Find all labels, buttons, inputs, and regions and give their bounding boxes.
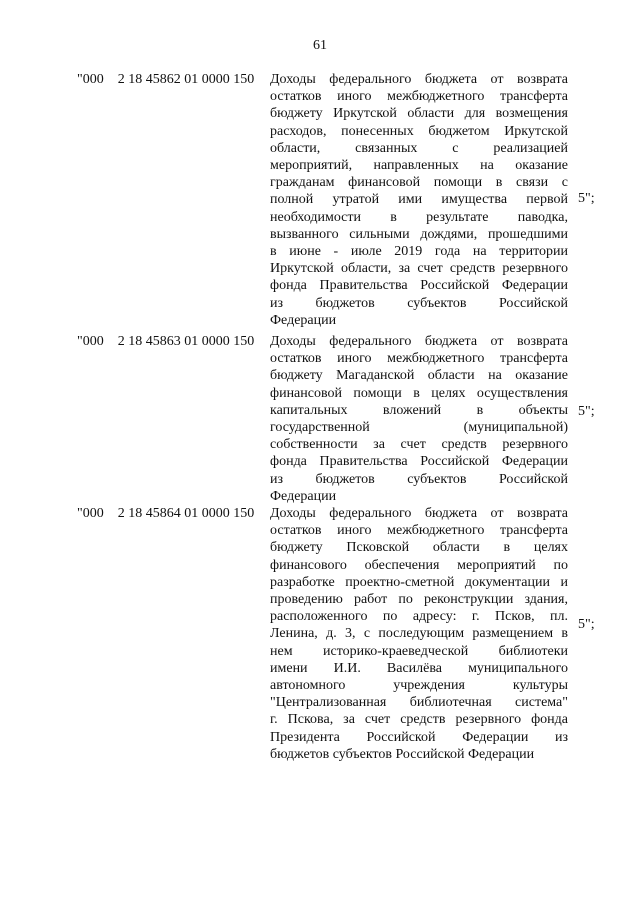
page-number: 61 [313, 38, 327, 53]
budget-code: 2 18 45862 01 0000 150 [117, 72, 255, 87]
row-prefix: "000 [77, 506, 104, 521]
description-line: фонда Правительства Российской Федерации [270, 454, 568, 470]
description-line: Федерации [270, 488, 337, 504]
description-line: проведению работ по реконструкции здания, [270, 592, 568, 608]
description-line: автономного учреждения культуры [270, 678, 568, 694]
description-line: вызванного сильными дождями, прошедшими [270, 226, 568, 242]
row-description [270, 505, 568, 763]
description-line: мероприятий, направленных на оказание [270, 158, 568, 174]
description-line: собственности за счет средств резервного [270, 437, 568, 453]
description-line: Доходы федерального бюджета от возврата [270, 72, 568, 87]
description-line: Президента Российской Федерации из [270, 729, 568, 745]
description-line: капитальных вложений в объекты [270, 402, 568, 418]
description-line: в июне - июле 2019 года на территории [270, 244, 568, 260]
description-line: полной утратой ими имущества первой [270, 192, 568, 208]
description-line: из бюджетов субъектов Российской [270, 295, 568, 311]
row-description [270, 71, 568, 329]
row-code [77, 505, 254, 523]
row-prefix: "000 [77, 72, 104, 87]
description-line: разработке проектно-сметной документации и [270, 574, 568, 590]
row-code [77, 333, 254, 351]
description-line: имени И.И. Василёва муниципального [270, 660, 568, 676]
budget-code: 2 18 45864 01 0000 150 [117, 506, 255, 521]
description-line: остатков иного межбюджетного трансферта [270, 351, 568, 367]
description-line: остатков иного межбюджетного трансферта [270, 523, 568, 539]
budget-code: 2 18 45863 01 0000 150 [117, 334, 255, 349]
row-value: 5"; [578, 617, 595, 632]
description-line: из бюджетов субъектов Российской [270, 471, 568, 487]
row-value: 5"; [578, 191, 595, 206]
description-line: бюджету Псковской области в целях [270, 540, 568, 556]
description-line: Иркутской области, за счет средств резервного [270, 261, 568, 277]
row-code [77, 71, 254, 89]
description-line: гражданам финансовой помощи в связи с [270, 175, 568, 191]
description-line: г. Пскова, за счет средств резервного фонда [270, 712, 568, 728]
description-line: Ленина, д. 3, с последующим размещением в [270, 626, 568, 642]
description-line: финансовой помощи в целях осуществления [270, 385, 568, 401]
row-value: 5"; [578, 404, 595, 419]
description-line: области, связанных с реализацией [270, 140, 568, 156]
row-prefix: "000 [77, 334, 104, 349]
description-line: остатков иного межбюджетного трансферта [270, 89, 568, 105]
description-line: бюджету Иркутской области для возмещения [270, 106, 568, 122]
description-line: "Централизованная библиотечная система" [270, 695, 568, 711]
description-line: Доходы федерального бюджета от возврата [270, 506, 568, 521]
description-line: нем историко-краеведческой библиотеки [270, 643, 568, 659]
description-line: бюджету Магаданской области на оказание [270, 368, 568, 384]
description-line: Федерации [270, 312, 337, 328]
description-line: фонда Правительства Российской Федерации [270, 278, 568, 294]
description-line: Доходы федерального бюджета от возврата [270, 334, 568, 349]
description-line: расходов, понесенных бюджетом Иркутской [270, 123, 568, 139]
description-line: необходимости в результате паводка, [270, 209, 568, 225]
row-description [270, 333, 568, 505]
description-line: расположенного по адресу: г. Псков, пл. [270, 609, 568, 625]
description-line: бюджетов субъектов Российской Федерации [270, 746, 535, 762]
description-line: финансового обеспечения мероприятий по [270, 557, 568, 573]
description-line: государственной (муниципальной) [270, 420, 568, 436]
